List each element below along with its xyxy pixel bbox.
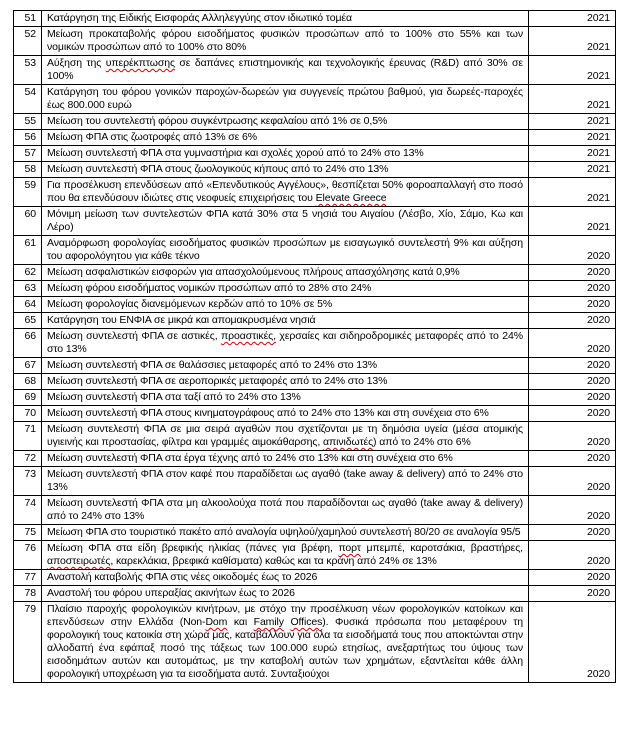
row-number: 65 <box>14 313 42 329</box>
measure-description: Κατάργηση του φόρου γονικών παροχών-δωρεών για συγγενείς πρώτου βαθμού, για δωρεές-παροχές έως 800.000 ευρώ <box>42 85 529 114</box>
row-number: 70 <box>14 406 42 422</box>
row-number: 57 <box>14 146 42 162</box>
measure-year: 2020 <box>529 358 616 374</box>
measure-year: 2020 <box>529 586 616 602</box>
measure-description: Μείωση ασφαλιστικών εισφορών για απασχολούμενους πλήρους απασχόλησης κατά 0,9% <box>42 265 529 281</box>
row-number: 58 <box>14 162 42 178</box>
measure-year: 2020 <box>529 313 616 329</box>
table-row <box>14 130 616 146</box>
table-row <box>14 467 616 496</box>
row-number: 61 <box>14 236 42 265</box>
table-row <box>14 281 616 297</box>
measure-year: 2021 <box>529 85 616 114</box>
measure-year: 2021 <box>529 11 616 27</box>
table-row <box>14 374 616 390</box>
measure-year: 2020 <box>529 602 616 683</box>
measure-description: Μείωση συντελεστή ΦΠΑ στα έργα τέχνης από το 24% στο 13% και στη συνέχεια στο 6% <box>42 451 529 467</box>
table-row <box>14 297 616 313</box>
measure-year: 2020 <box>529 570 616 586</box>
table-row <box>14 313 616 329</box>
table-row <box>14 207 616 236</box>
table-row <box>14 56 616 85</box>
row-number: 66 <box>14 329 42 358</box>
row-number: 64 <box>14 297 42 313</box>
measure-year: 2021 <box>529 178 616 207</box>
measure-description: Αναμόρφωση φορολογίας εισοδήματος φυσικών προσώπων με εισαγωγικό συντελεστή 9% και αύξηση του αφορολόγητου για κάθε τέκνο <box>42 236 529 265</box>
row-number: 77 <box>14 570 42 586</box>
measure-description: Για προσέλκυση επενδύσεων από «Επενδυτικούς Αγγέλους», θεσπίζεται 50% φοροαπαλλαγή στο ποσό που θα επενδύσουν ιδιώτες στις νεοφυείς επιχειρήσεις του Elevate Greece <box>42 178 529 207</box>
measure-description: Μείωση ΦΠΑ στις ζωοτροφές από 13% σε 6% <box>42 130 529 146</box>
table-row <box>14 422 616 451</box>
table-row <box>14 114 616 130</box>
misspelled-word: Family <box>253 616 284 628</box>
measure-description: Αναστολή καταβολής ΦΠΑ στις νέες οικοδομές έως το 2026 <box>42 570 529 586</box>
row-number: 67 <box>14 358 42 374</box>
measure-description: Μείωση φόρου εισοδήματος νομικών προσώπων από το 28% στο 24% <box>42 281 529 297</box>
measures-table-body <box>14 11 616 683</box>
misspelled-word: υπερέκπτωσης <box>105 57 175 69</box>
row-number: 54 <box>14 85 42 114</box>
measure-year: 2020 <box>529 406 616 422</box>
measure-year: 2021 <box>529 56 616 85</box>
measure-description: Μείωση συντελεστή ΦΠΑ σε μια σειρά αγαθών που σχετίζονται με τη δημόσια υγεία (μέσα ατομικής υγιεινής και προστασίας, φίλτρα και γραμμές αιμοκάθαρσης, απινιδωτές) από το 24% στο 6% <box>42 422 529 451</box>
measure-year: 2020 <box>529 451 616 467</box>
table-row <box>14 390 616 406</box>
measure-year: 2020 <box>529 467 616 496</box>
measure-year: 2020 <box>529 329 616 358</box>
measure-year: 2021 <box>529 207 616 236</box>
measure-year: 2020 <box>529 496 616 525</box>
measure-year: 2020 <box>529 281 616 297</box>
measure-year: 2021 <box>529 130 616 146</box>
misspelled-word: πορτ <box>338 542 361 554</box>
measure-description: Μείωση συντελεστή ΦΠΑ σε αστικές, προαστικές, χερσαίες και σιδηροδρομικές μεταφορές από το 24% στο 13% <box>42 329 529 358</box>
measure-description: Μείωση προκαταβολής φόρου εισοδήματος φυσικών προσώπων από το 100% στο 55% και των νομικών προσώπων από το 100% στο 80% <box>42 27 529 56</box>
table-row <box>14 11 616 27</box>
table-row <box>14 265 616 281</box>
measure-year: 2021 <box>529 27 616 56</box>
table-row <box>14 162 616 178</box>
measure-description: Μόνιμη μείωση των συντελεστών ΦΠΑ κατά 30% στα 5 νησιά του Αιγαίου (Λέσβο, Χίο, Σάμο, Κω και Λέρο) <box>42 207 529 236</box>
measure-description: Μείωση συντελεστή ΦΠΑ στους κινηματογράφους από το 24% στο 13% και στη συνέχεια στο 6% <box>42 406 529 422</box>
row-number: 53 <box>14 56 42 85</box>
table-row <box>14 236 616 265</box>
table-row <box>14 329 616 358</box>
measure-year: 2020 <box>529 374 616 390</box>
row-number: 75 <box>14 525 42 541</box>
measure-description: Κατάργηση του ΕΝΦΙΑ σε μικρά και απομακρυσμένα νησιά <box>42 313 529 329</box>
table-row <box>14 496 616 525</box>
measure-description: Αύξηση της υπερέκπτωσης σε δαπάνες επιστημονικής και τεχνολογικής έρευνας (R&D) από 30% σε 100% <box>42 56 529 85</box>
misspelled-word: απινιδωτές <box>323 436 374 448</box>
row-number: 59 <box>14 178 42 207</box>
table-row <box>14 358 616 374</box>
table-row <box>14 570 616 586</box>
table-row <box>14 178 616 207</box>
measure-description: Μείωση φορολογίας διανεμόμενων κερδών από το 10% σε 5% <box>42 297 529 313</box>
measure-year: 2020 <box>529 236 616 265</box>
table-row <box>14 586 616 602</box>
row-number: 74 <box>14 496 42 525</box>
table-row <box>14 85 616 114</box>
row-number: 69 <box>14 390 42 406</box>
row-number: 79 <box>14 602 42 683</box>
measure-description: Αναστολή του φόρου υπεραξίας ακινήτων έως το 2026 <box>42 586 529 602</box>
misspelled-word: Offices <box>290 616 323 628</box>
measure-year: 2020 <box>529 422 616 451</box>
row-number: 71 <box>14 422 42 451</box>
row-number: 76 <box>14 541 42 570</box>
row-number: 72 <box>14 451 42 467</box>
misspelled-word: Dom <box>205 616 228 628</box>
table-row <box>14 541 616 570</box>
measure-description: Μείωση συντελεστή ΦΠΑ στα γυμναστήρια και σχολές χορού από το 24% στο 13% <box>42 146 529 162</box>
measure-year: 2020 <box>529 525 616 541</box>
measure-description: Πλαίσιο παροχής φορολογικών κινήτρων, με στόχο την προσέλκυση νέων φορολογικών κατοίκων και επενδύσεων στην Ελλάδα (Non-Dom και Family Offices). Φυσικά πρόσωπα που μεταφέρουν τη φορολογική τους κατοικία στη χώρα μας, καταβάλλουν για όλα τα εισοδήματά τους που αποκτώνται στην αλλοδαπή ένα εφάπαξ ποσό της τάξεως των 100.000 ευρώ ετησίως, ανεξαρτήτως του ύψους των εισοδημάτων αυτών και αυτομάτως, με την καταβολή αυτών των χρημάτων, εξαντλείται κάθε άλλη φορολογική υποχρέωση για τα εισοδήματα αυτά. Συνταξιούχοι <box>42 602 529 683</box>
row-number: 51 <box>14 11 42 27</box>
measure-description: Μείωση ΦΠΑ στα είδη βρεφικής ηλικίας (πάνες για βρέφη, πορτ μπεμπέ, καροτσάκια, βραστήρες, αποστειρωτές, καρεκλάκια, βρεφικά καθίσματα) καθώς και τα κράνη από 24% σε 13% <box>42 541 529 570</box>
row-number: 56 <box>14 130 42 146</box>
measure-year: 2020 <box>529 297 616 313</box>
measure-description: Μείωση συντελεστή ΦΠΑ στα μη αλκοολούχα ποτά που παραδίδονται ως αγαθό (take away & delivery) από το 24% στο 13% <box>42 496 529 525</box>
measure-description: Μείωση του συντελεστή φόρου συγκέντρωσης κεφαλαίου από 1% σε 0,5% <box>42 114 529 130</box>
measure-description: Μείωση συντελεστή ΦΠΑ σε αεροπορικές μεταφορές από το 24% στο 13% <box>42 374 529 390</box>
tax-measures-table <box>13 10 616 683</box>
measure-year: 2020 <box>529 541 616 570</box>
measure-description: Μείωση συντελεστή ΦΠΑ σε θαλάσσιες μεταφορές από το 24% στο 13% <box>42 358 529 374</box>
table-row <box>14 451 616 467</box>
row-number: 63 <box>14 281 42 297</box>
table-row <box>14 406 616 422</box>
row-number: 68 <box>14 374 42 390</box>
row-number: 73 <box>14 467 42 496</box>
row-number: 78 <box>14 586 42 602</box>
table-row <box>14 27 616 56</box>
measure-year: 2021 <box>529 146 616 162</box>
row-number: 55 <box>14 114 42 130</box>
table-row <box>14 146 616 162</box>
measure-description: Μείωση συντελεστή ΦΠΑ στα ταξί από το 24% στο 13% <box>42 390 529 406</box>
table-row <box>14 525 616 541</box>
measure-year: 2020 <box>529 265 616 281</box>
misspelled-word: αποστειρωτές, <box>47 555 114 567</box>
misspelled-word: Elevate Greece <box>315 192 387 204</box>
measure-year: 2020 <box>529 390 616 406</box>
measure-description: Μείωση ΦΠΑ στο τουριστικό πακέτο από αναλογία υψηλού/χαμηλού συντελεστή 80/20 σε αναλογία 95/5 <box>42 525 529 541</box>
row-number: 52 <box>14 27 42 56</box>
row-number: 60 <box>14 207 42 236</box>
misspelled-word: προαστικές, <box>221 330 276 342</box>
row-number: 62 <box>14 265 42 281</box>
document-page <box>13 10 615 683</box>
measure-year: 2021 <box>529 162 616 178</box>
table-row <box>14 602 616 683</box>
measure-year: 2021 <box>529 114 616 130</box>
measure-description: Μείωση συντελεστή ΦΠΑ στους ζωολογικούς κήπους από το 24% στο 13% <box>42 162 529 178</box>
measure-description: Κατάργηση της Ειδικής Εισφοράς Αλληλεγγύης στον ιδιωτικό τομέα <box>42 11 529 27</box>
measure-description: Μείωση συντελεστή ΦΠΑ στον καφέ που παραδίδεται ως αγαθό (take away & delivery) από το 24% στο 13% <box>42 467 529 496</box>
